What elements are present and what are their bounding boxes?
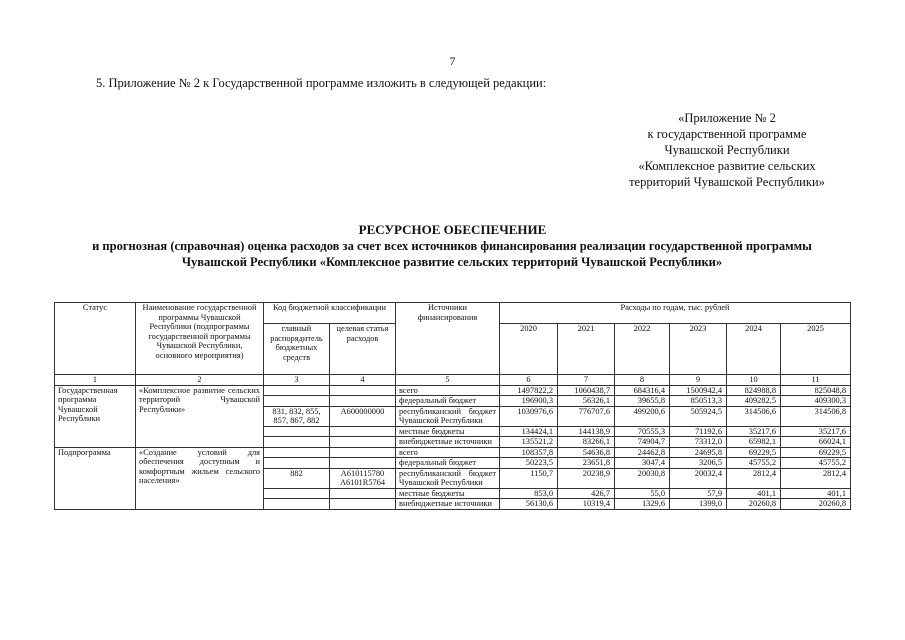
row-value: 83266,1 <box>558 437 615 448</box>
row-value: 73312,0 <box>670 437 727 448</box>
column-number: 10 <box>727 375 781 386</box>
column-number: 8 <box>615 375 670 386</box>
row-value: 409300,3 <box>781 396 851 407</box>
row-value: 70555,3 <box>615 426 670 437</box>
column-number: 9 <box>670 375 727 386</box>
row-target-item: А600000000 <box>330 406 396 426</box>
empty-cell <box>264 447 330 458</box>
header-target-item: целевая статья расходов <box>330 324 396 375</box>
row-value: 10319,4 <box>558 499 615 510</box>
row-value: 56130,6 <box>500 499 558 510</box>
column-number: 2 <box>136 375 264 386</box>
table-row <box>55 447 851 458</box>
row-value: 409282,5 <box>727 396 781 407</box>
header-sources: Источники финансирования <box>396 303 500 375</box>
row-value: 65982,1 <box>727 437 781 448</box>
row-value: 71192,6 <box>670 426 727 437</box>
row-value: 69229,5 <box>781 447 851 458</box>
empty-cell <box>330 458 396 469</box>
page-number: 7 <box>449 54 456 68</box>
row-source: республиканский бюджет Чувашской Республики <box>396 468 500 488</box>
row-main-manager: 882 <box>264 468 330 488</box>
header-year: 2023 <box>670 324 727 375</box>
row-value: 850513,3 <box>670 396 727 407</box>
row-value: 24695,8 <box>670 447 727 458</box>
header-year: 2024 <box>727 324 781 375</box>
appendix-line: «Приложение № 2 <box>678 111 776 125</box>
empty-cell <box>330 437 396 448</box>
header-name: Наименование государственной программы Чувашской Республики (подпрограммы государственной программы Чувашской Республики, основного мероприятия) <box>136 303 264 375</box>
row-value: 1030976,6 <box>500 406 558 426</box>
row-main-manager: 831, 832, 855, 857, 867, 882 <box>264 406 330 426</box>
row-value: 24462,8 <box>615 447 670 458</box>
row-value: 55,0 <box>615 488 670 499</box>
row-program-name: «Комплексное развитие сельских территорий Чувашской Республики» <box>136 385 264 447</box>
row-value: 499200,6 <box>615 406 670 426</box>
row-value: 69229,5 <box>727 447 781 458</box>
row-value: 1150,7 <box>500 468 558 488</box>
column-number: 5 <box>396 375 500 386</box>
header-year: 2021 <box>558 324 615 375</box>
row-value: 825048,8 <box>781 385 851 396</box>
row-value: 23651,8 <box>558 458 615 469</box>
row-value: 20260,8 <box>781 499 851 510</box>
row-value: 426,7 <box>558 488 615 499</box>
row-value: 144138,9 <box>558 426 615 437</box>
row-value: 35217,6 <box>781 426 851 437</box>
empty-cell <box>330 396 396 407</box>
row-status: Государственная программа Чувашской Республики <box>55 385 136 447</box>
empty-cell <box>264 385 330 396</box>
header-main-manager: главный распорядитель бюджетных средств <box>264 324 330 375</box>
row-value: 39655,8 <box>615 396 670 407</box>
row-value: 314506,6 <box>727 406 781 426</box>
row-value: 2812,4 <box>727 468 781 488</box>
header-year: 2020 <box>500 324 558 375</box>
document-subtitle: и прогнозная (справочная) оценка расходов за счет всех источников финансирования реализации государственной программы Чувашской Республики «Комплексное развитие сельских территорий Чувашской Республики» <box>92 239 812 269</box>
row-value: 196900,3 <box>500 396 558 407</box>
row-target-item: А610115780 А6101R5764 <box>330 468 396 488</box>
appendix-line: «Комплексное развитие сельских <box>638 159 816 173</box>
empty-cell <box>264 437 330 448</box>
row-value: 108357,8 <box>500 447 558 458</box>
appendix-line: к государственной программе <box>647 127 807 141</box>
row-value: 45755,2 <box>781 458 851 469</box>
empty-cell <box>264 426 330 437</box>
column-number: 3 <box>264 375 330 386</box>
empty-cell <box>330 499 396 510</box>
header-status: Статус <box>55 303 136 375</box>
header-year: 2022 <box>615 324 670 375</box>
header-year: 2025 <box>781 324 851 375</box>
document-title: РЕСУРСНОЕ ОБЕСПЕЧЕНИЕ <box>358 222 547 237</box>
row-value: 74904,7 <box>615 437 670 448</box>
row-source: местные бюджеты <box>396 426 500 437</box>
row-value: 314506,8 <box>781 406 851 426</box>
column-number: 6 <box>500 375 558 386</box>
appendix-line: территорий Чувашской Республики» <box>629 175 825 189</box>
empty-cell <box>330 488 396 499</box>
row-source: федеральный бюджет <box>396 396 500 407</box>
row-value: 684316,4 <box>615 385 670 396</box>
row-source: республиканский бюджет Чувашской Республики <box>396 406 500 426</box>
resource-table <box>54 302 851 510</box>
intro-paragraph: 5. Приложение № 2 к Государственной программе изложить в следующей редакции: <box>96 76 547 90</box>
row-value: 45755,2 <box>727 458 781 469</box>
empty-cell <box>264 499 330 510</box>
row-value: 1399,0 <box>670 499 727 510</box>
row-source: внебюджетные источники <box>396 437 500 448</box>
row-source: местные бюджеты <box>396 488 500 499</box>
row-value: 1497822,2 <box>500 385 558 396</box>
column-number: 4 <box>330 375 396 386</box>
row-value: 824988,8 <box>727 385 781 396</box>
row-status: Подпрограмма <box>55 447 136 509</box>
row-value: 3206,5 <box>670 458 727 469</box>
empty-cell <box>264 396 330 407</box>
row-source: федеральный бюджет <box>396 458 500 469</box>
row-value: 853,0 <box>500 488 558 499</box>
empty-cell <box>330 447 396 458</box>
row-value: 20260,8 <box>727 499 781 510</box>
column-number: 7 <box>558 375 615 386</box>
row-value: 134424,1 <box>500 426 558 437</box>
row-value: 2812,4 <box>781 468 851 488</box>
appendix-reference <box>598 110 856 190</box>
table-row <box>55 385 851 396</box>
row-value: 66024,1 <box>781 437 851 448</box>
row-value: 135521,2 <box>500 437 558 448</box>
row-value: 50223,5 <box>500 458 558 469</box>
row-value: 20032,4 <box>670 468 727 488</box>
appendix-line: Чувашской Республики <box>664 143 790 157</box>
empty-cell <box>264 488 330 499</box>
row-value: 3047,4 <box>615 458 670 469</box>
header-expenses-group: Расходы по годам, тыс. рублей <box>500 303 851 324</box>
row-value: 20030,8 <box>615 468 670 488</box>
empty-cell <box>330 426 396 437</box>
row-program-name: «Создание условий для обеспечения доступным и комфортным жильем сельского населения» <box>136 447 264 509</box>
column-number: 11 <box>781 375 851 386</box>
row-value: 20238,9 <box>558 468 615 488</box>
row-value: 1329,6 <box>615 499 670 510</box>
row-value: 401,1 <box>781 488 851 499</box>
row-value: 1060438,7 <box>558 385 615 396</box>
row-source: внебюджетные источники <box>396 499 500 510</box>
row-value: 505924,5 <box>670 406 727 426</box>
row-value: 776707,6 <box>558 406 615 426</box>
row-source: всего <box>396 447 500 458</box>
row-value: 1500942,4 <box>670 385 727 396</box>
row-value: 56326,1 <box>558 396 615 407</box>
row-value: 35217,6 <box>727 426 781 437</box>
empty-cell <box>264 458 330 469</box>
column-number: 1 <box>55 375 136 386</box>
header-code-group: Код бюджетной классификации <box>264 303 396 324</box>
row-value: 57,9 <box>670 488 727 499</box>
row-value: 401,1 <box>727 488 781 499</box>
row-value: 54636,8 <box>558 447 615 458</box>
empty-cell <box>330 385 396 396</box>
row-source: всего <box>396 385 500 396</box>
